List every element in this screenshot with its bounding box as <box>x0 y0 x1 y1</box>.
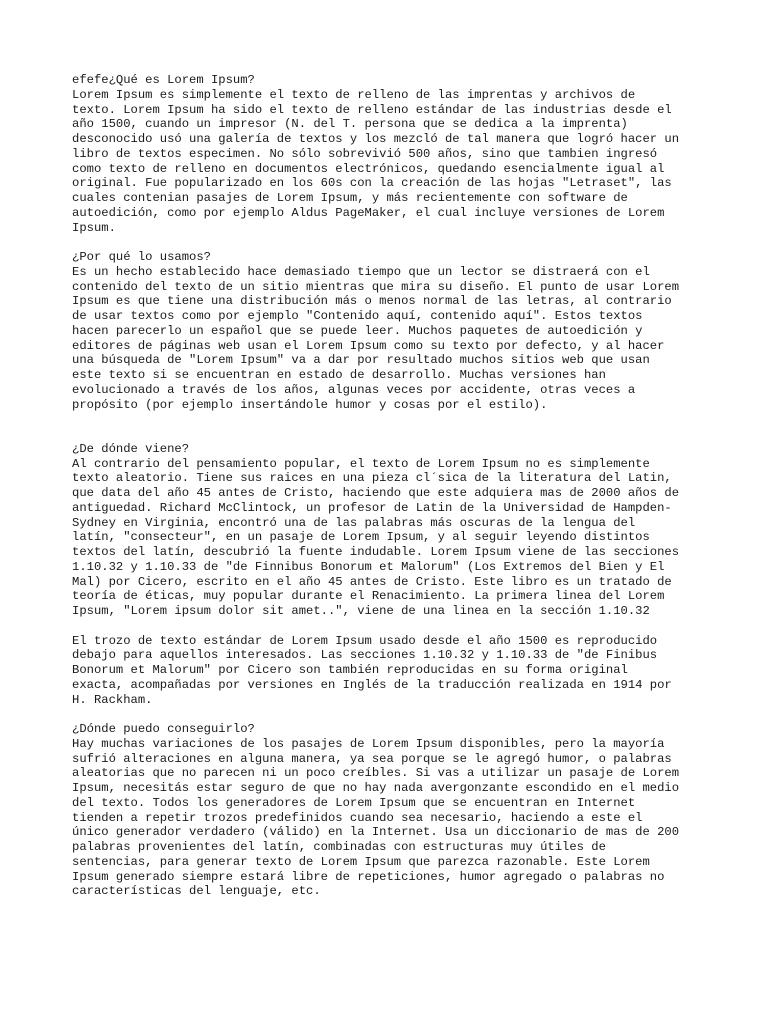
text-line: Bonorum et Malorum" por Cicero son también reproducidas en su forma original <box>72 663 628 677</box>
text-line: original. Fue popularizado en los 60s con la creación de las hojas "Letraset", las <box>72 176 672 191</box>
document-section <box>72 73 712 235</box>
text-line: Ipsum, "Lorem ipsum dolor sit amet..", viene de una linea en la sección 1.10.32 <box>72 604 650 618</box>
text-line: Mal) por Cicero, escrito en el año 45 antes de Cristo. Este libro es un tratado de <box>72 574 672 589</box>
text-line: Ipsum. <box>72 220 116 235</box>
text-line: como texto de relleno en documentos electrónicos, quedando esencialmente igual al <box>72 161 665 176</box>
text-line: teoría de éticas, muy popular durante el Renacimiento. La primera linea del Lorem <box>72 589 665 604</box>
document-section <box>72 722 712 899</box>
text-line: textos del latín, descubrió la fuente indudable. Lorem Ipsum viene de las secciones <box>72 545 680 559</box>
text-line: único generador verdadero (válido) en la Internet. Usa un diccionario de mas de 200 <box>72 825 680 840</box>
document-body <box>72 73 712 899</box>
text-line: sentencias, para generar texto de Lorem Ipsum que parezca razonable. Este Lorem <box>72 854 650 869</box>
text-line: libro de textos especimen. No sólo sobrevivió 500 años, sino que tambien ingresó <box>72 146 658 161</box>
text-line: antiguedad. Richard McClintock, un profesor de Latin de la Universidad de Hampden- <box>72 500 672 515</box>
paragraph-gap <box>72 412 712 442</box>
text-line: latín, "consecteur", en un pasaje de Lorem Ipsum, y al seguir leyendo distintos <box>72 530 650 545</box>
text-line: Es un hecho establecido hace demasiado tiempo que un lector se distraerá con el <box>72 264 650 279</box>
text-line: contenido del texto de un sitio mientras que mira su diseño. El punto de usar Lorem <box>72 279 680 294</box>
document-section <box>72 634 712 708</box>
text-line: autoedición, como por ejemplo Aldus PageMaker, el cual incluye versiones de Lorem <box>72 205 665 220</box>
text-line: Hay muchas variaciones de los pasajes de Lorem Ipsum disponibles, pero la mayoría <box>72 736 665 751</box>
text-line: Al contrario del pensamiento popular, el texto de Lorem Ipsum no es simplemente <box>72 456 650 471</box>
text-line: una búsqueda de "Lorem Ipsum" va a dar por resultado muchos sitios web que usan <box>72 353 650 368</box>
text-line: sufrió alteraciones en alguna manera, ya sea porque se le agregó humor, o palabras <box>72 751 672 766</box>
section-heading-line: ¿Por qué lo usamos? <box>72 250 211 264</box>
text-line: evolucionado a través de los años, algunas veces por accidente, otras veces a <box>72 382 636 397</box>
section-heading-line: efefe¿Qué es Lorem Ipsum? <box>72 73 255 87</box>
text-line: del texto. Todos los generadores de Lorem Ipsum que se encuentran en Internet <box>72 795 636 810</box>
paragraph-gap <box>72 619 712 634</box>
text-line: El trozo de texto estándar de Lorem Ipsum usado desde el año 1500 es reproducido <box>72 633 658 648</box>
paragraph-gap <box>72 235 712 250</box>
document-section <box>72 250 712 412</box>
document-section <box>72 442 712 619</box>
text-line: este texto si se encuentran en estado de desarrollo. Muchas versiones han <box>72 368 606 382</box>
text-line: hacen parecerlo un español que se puede leer. Muchos paquetes de autoedición y <box>72 323 643 338</box>
text-line: Ipsum, necesitás estar seguro de que no hay nada avergonzante escondido en el medio <box>72 781 680 795</box>
text-line: Lorem Ipsum es simplemente el texto de relleno de las imprentas y archivos de <box>72 87 636 102</box>
text-line: que data del año 45 antes de Cristo, haciendo que este adquiera mas de 2000 años de <box>72 486 680 500</box>
text-line: características del lenguaje, etc. <box>72 884 321 899</box>
text-line: año 1500, cuando un impresor (N. del T. persona que se dedica a la imprenta) <box>72 117 628 132</box>
text-line: editores de páginas web usan el Lorem Ipsum como su texto por defecto, y al hacer <box>72 338 665 353</box>
text-line: texto aleatorio. Tiene sus raices en una pieza cl´sica de la literatura del Latin, <box>72 471 672 486</box>
text-line: aleatorias que no parecen ni un poco creíbles. Si vas a utilizar un pasaje de Lorem <box>72 766 680 781</box>
text-line: cuales contenian pasajes de Lorem Ipsum, y más recientemente con software de <box>72 191 628 205</box>
text-line: Sydney en Virginia, encontró una de las palabras más oscuras de la lengua del <box>72 515 636 530</box>
text-line: H. Rackham. <box>72 692 153 707</box>
text-line: Ipsum es que tiene una distribución más o menos normal de las letras, al contrario <box>72 294 672 309</box>
text-line: palabras provenientes del latín, combinadas con estructuras muy útiles de <box>72 840 606 854</box>
text-line: debajo para aquellos interesados. Las secciones 1.10.32 y 1.10.33 de "de Finibus <box>72 648 658 663</box>
text-line: texto. Lorem Ipsum ha sido el texto de relleno estándar de las industrias desde el <box>72 102 672 117</box>
text-line: tienden a repetir trozos predefinidos cuando sea necesario, haciendo a este el <box>72 810 643 825</box>
text-line: desconocido usó una galería de textos y los mezcló de tal manera que logró hacer un <box>72 132 680 146</box>
paragraph-gap <box>72 707 712 722</box>
section-heading-line: ¿Dónde puedo conseguirlo? <box>72 722 255 736</box>
text-line: de usar textos como por ejemplo "Contenido aquí, contenido aquí". Estos textos <box>72 309 643 323</box>
section-heading-line: ¿De dónde viene? <box>72 441 190 456</box>
text-line: exacta, acompañadas por versiones en Inglés de la traducción realizada en 1914 por <box>72 677 672 692</box>
text-line: propósito (por ejemplo insertándole humor y cosas por el estilo). <box>72 397 548 412</box>
text-line: 1.10.32 y 1.10.33 de "de Finnibus Bonorum et Malorum" (Los Extremos del Bien y El <box>72 559 665 574</box>
text-line: Ipsum generado siempre estará libre de repeticiones, humor agregado o palabras no <box>72 869 665 884</box>
